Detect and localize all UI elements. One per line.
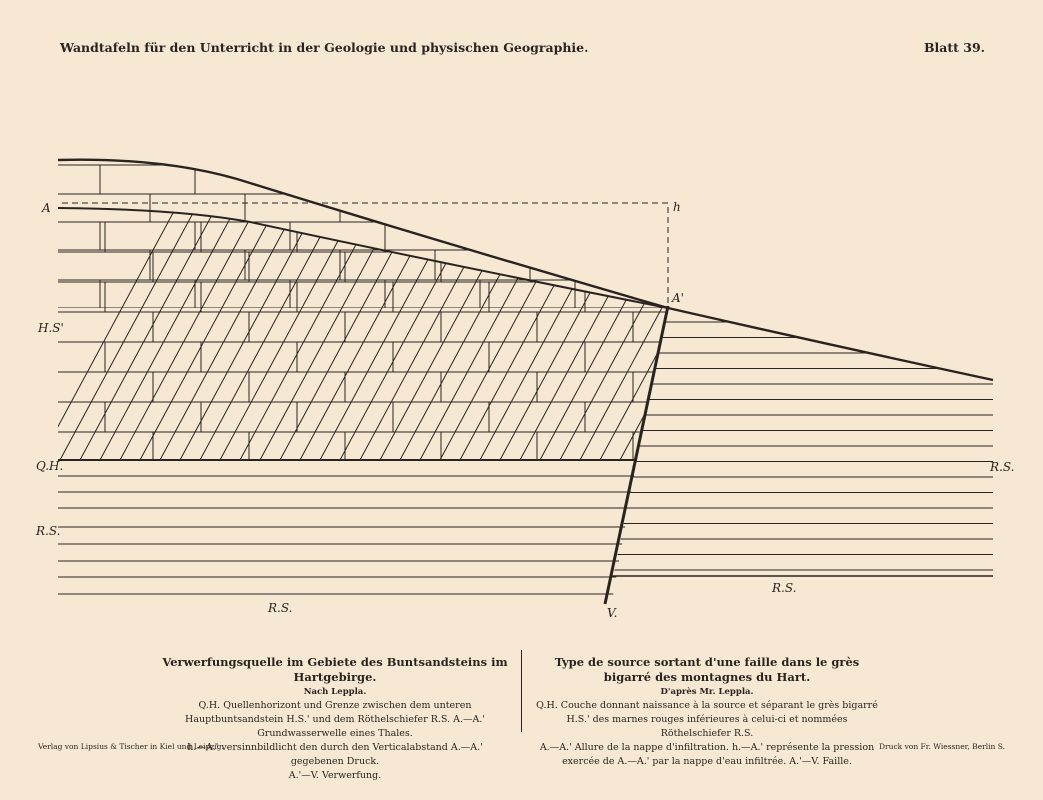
label-rs-left: R.S. [36, 524, 61, 538]
hatch-line [540, 200, 680, 460]
label-rs-right: R.S. [990, 460, 1015, 474]
caption-german-line3: A.'—V. Verwerfung. [288, 770, 382, 781]
hatch-line [720, 200, 860, 460]
main-sandstone-hatched-layer [40, 200, 1000, 460]
hatch-line [560, 200, 700, 460]
hatch-line [620, 200, 760, 460]
hatch-line [380, 200, 520, 460]
caption-french-line1: Q.H. Couche donnant naissance à la source et séparant le grès bigarré H.S.' des marnes rouges inférieures à celui-ci et nommées Röthelschiefer R.S. [536, 700, 878, 739]
hatch-line [320, 200, 460, 460]
label-rs-bottom-left: R.S. [268, 601, 293, 615]
publisher-note: Verlag von Lipsius & Tischer in Kiel und Leipzig. [38, 742, 224, 751]
label-v: V. [607, 606, 618, 620]
caption-french-line2: A.—A.' Allure de la nappe d'infiltration. h.—A.' représente la pression exercée de A.—A.' par la nappe d'eau infiltrée. A.'—V. Faille. [539, 742, 875, 767]
downthrown-shale-layers [600, 322, 993, 570]
caption-german-line1: Q.H. Quellenhorizont und Grenze zwischen dem unteren Hauptbuntsandstein H.S.' und dem Röthelschiefer R.S. A.—A.' Grundwasserwelle eines Thales. [185, 700, 485, 739]
hatch-line [800, 200, 940, 460]
caption-german-title: Verwerfungsquelle im Gebiete des Buntsandsteins im Hartgebirge. [162, 655, 508, 684]
upper-sandstone-layer [58, 165, 680, 308]
hatch-line [780, 200, 920, 460]
hatch-line [760, 200, 900, 460]
hatch-line [160, 200, 300, 460]
hatch-line [100, 200, 240, 460]
hatch-line [60, 200, 200, 460]
hatch-line [300, 200, 440, 460]
caption-german-source: Nach Leppla. [303, 687, 367, 697]
label-h: h [673, 200, 681, 214]
hatch-line [840, 200, 980, 460]
hatch-line [280, 200, 420, 460]
caption-german-line2: h.—A.' versinnbildlicht den durch den Verticalabstand A.—A.' gegebenen Druck. [187, 742, 483, 767]
label-a-prime: A' [672, 291, 684, 305]
fault-line [605, 306, 668, 604]
label-qh: Q.H. [36, 459, 64, 473]
caption-divider [521, 650, 522, 732]
hatch-line [820, 200, 960, 460]
label-rs-bottom-right: R.S. [772, 581, 797, 595]
hatch-line [860, 200, 1000, 460]
hatch-line [580, 200, 720, 460]
hatch-line [640, 200, 780, 460]
printer-note: Druck von Fr. Wiessner, Berlin S. [879, 742, 1005, 751]
hatch-line [120, 200, 260, 460]
hatch-line [200, 200, 340, 460]
hatch-line [400, 200, 540, 460]
label-a: A [42, 201, 51, 215]
lower-shale-layers [58, 476, 650, 594]
ground-surface-line [58, 160, 993, 380]
hatch-line [500, 200, 640, 460]
plate-series-title: Wandtafeln für den Unterricht in der Geologie und physischen Geographie. [60, 40, 589, 55]
caption-french-title: Type de source sortant d'une faille dans le grès bigarré des montagnes du Hart. [554, 655, 860, 684]
label-hs: H.S' [38, 321, 64, 335]
hatch-line [480, 200, 620, 460]
hatch-line [240, 200, 380, 460]
hatch-line [440, 200, 580, 460]
hatch-line [600, 200, 740, 460]
caption-french-source: D'après Mr. Leppla. [660, 687, 754, 697]
hatch-line [80, 200, 220, 460]
hatch-line [520, 200, 660, 460]
hatch-line [680, 200, 820, 460]
caption-french [532, 655, 882, 769]
hatch-line [460, 200, 600, 460]
hatch-line [140, 200, 280, 460]
hatch-line [660, 200, 800, 460]
caption-german [160, 655, 510, 783]
plate-number: Blatt 39. [923, 40, 985, 55]
hatch-line [340, 200, 480, 460]
